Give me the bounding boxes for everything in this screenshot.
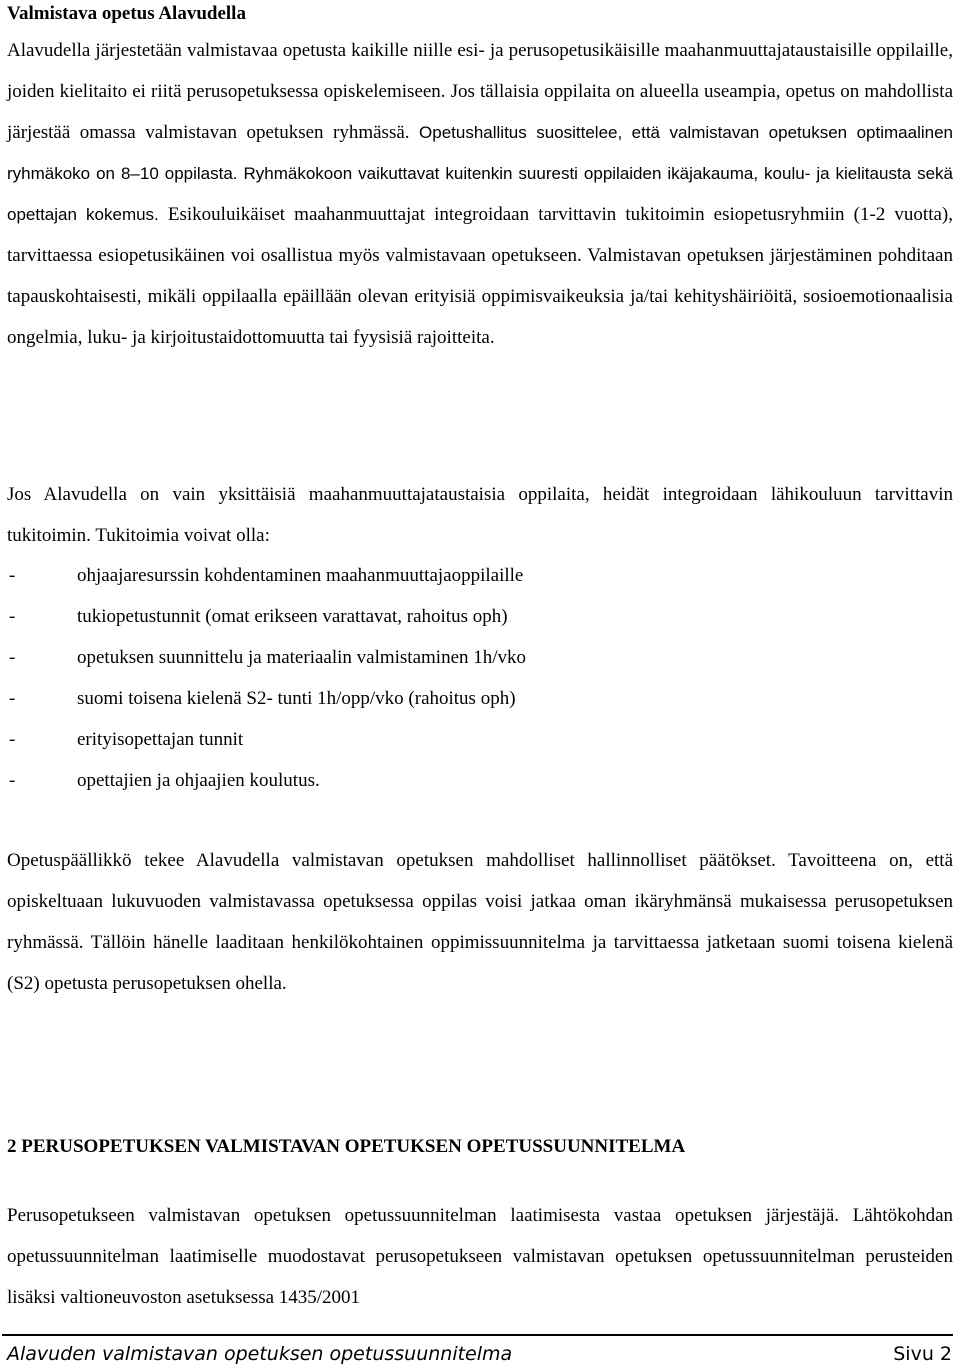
list-item-text: suomi toisena kielenä S2- tunti 1h/opp/vko (rahoitus oph) [77,688,516,709]
footer-divider [2,1334,953,1336]
decision-paragraph: Opetuspäällikkö tekee Alavudella valmistavan opetuksen mahdolliset hallinnolliset päätökset. Tavoitteena on, että opiskeltuaan lukuvuoden valmistavassa opetuksessa oppilas voisi jatkaa oman ikäryhmänsä mukaisessa perusopetuksen ryhmässä. Tällöin hänelle laaditaan henkilökohtainen oppimissuunnitelma ja tarvittaessa jatketaan suomi toisena kielenä (S2) opetusta perusopetuksen ohella. [7,850,953,994]
intro-paragraph [7,30,953,358]
list-item [7,678,953,719]
intro-text-part-2: Opetushallitus suosittelee, että valmistavan opetuksen optimaalinen ryhmäkoko on 8–10 oppilasta. Ryhmäkokoon vaikuttavat kuitenkin suuresti oppilaiden ikäjakauma, koulu- ja kielitausta sekä opettajan kokemus. [7,123,953,224]
list-dash: - [9,688,16,709]
list-dash: - [9,647,16,668]
list-item [7,760,953,801]
list-item-text: opettajien ja ohjaajien koulutus. [77,770,320,791]
list-item-text: tukiopetustunnit (omat erikseen varattavat, rahoitus oph) [77,606,508,627]
list-dash: - [9,606,16,627]
intro-text-part-1: Alavudella järjestetään valmistavaa opetusta kaikille niille esi- ja perusopetusikäisille maahanmuuttajataustaisille oppilaille, joiden kielitaito ei riitä perusopetuksessa opiskelemiseen. Jos tällaisia oppilaita on alueella useampia, opetus on mahdollista järjestää omassa valmistavan opetuksen ryhmässä. [7,40,953,143]
footer-document-title: Alavuden valmistavan opetuksen opetussuunnitelma [7,1343,513,1365]
list-item [7,596,953,637]
integration-paragraph: Jos Alavudella on vain yksittäisiä maahanmuuttajataustaisia oppilaita, heidät integroidaan lähikouluun tarvittavin tukitoimin. Tukitoimia voivat olla: [7,484,953,546]
intro-text-part-3: Esikouluikäiset maahanmuuttajat integroidaan tarvittavin tukitoimin esiopetusryhmiin (1-2 vuotta), tarvittaessa esiopetusikäinen voi osallistua myös valmistavaan opetukseen. Valmistavan opetuksen järjestäminen pohditaan tapauskohtaisesti, mikäli oppilaalla epäillään olevan erityisiä oppimisvaikeuksia ja/tai kehityshäiriöitä, sosioemotionaalisia ongelmia, luku- ja kirjoitustaidottomuutta tai fyysisiä rajoitteita. [7,204,953,348]
support-measures-list [7,555,953,801]
list-dash: - [9,565,16,586]
list-item-text: erityisopettajan tunnit [77,729,244,750]
list-item-text: ohjaajaresurssin kohdentaminen maahanmuuttajaoppilaille [77,565,524,586]
section-title: Valmistava opetus Alavudella [7,3,246,24]
list-item [7,637,953,678]
footer-page-number: Sivu 2 [893,1343,952,1365]
list-dash: - [9,729,16,750]
section-heading: 2 PERUSOPETUKSEN VALMISTAVAN OPETUKSEN OPETUSSUUNNITELMA [7,1136,686,1157]
list-item [7,555,953,596]
list-dash: - [9,770,16,791]
list-item-text: opetuksen suunnittelu ja materiaalin valmistaminen 1h/vko [77,647,527,668]
curriculum-paragraph: Perusopetukseen valmistavan opetuksen opetussuunnitelman laatimisesta vastaa opetuksen järjestäjä. Lähtökohdan opetussuunnitelman laatimiselle muodostavat perusopetukseen valmistavan opetuksen opetussuunnitelman perusteiden lisäksi valtioneuvoston asetuksessa 1435/2001 [7,1205,953,1308]
list-item [7,719,953,760]
